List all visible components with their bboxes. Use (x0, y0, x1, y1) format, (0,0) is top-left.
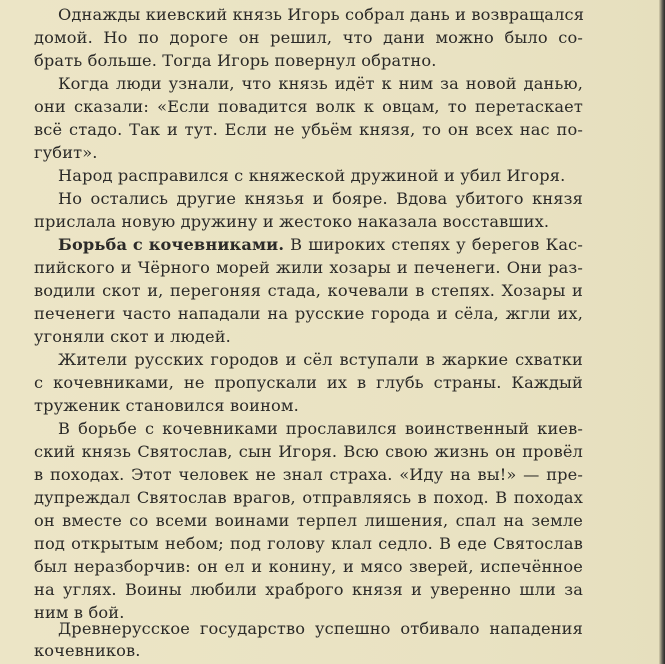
text-line: печенеги часто нападали на русские города и сёла, жгли их, (34, 304, 583, 323)
text-line: кочевников. (34, 641, 141, 660)
text-line: ним в бой. (34, 603, 125, 622)
text-line: всё стадо. Так и тут. Если не убьём князя, то он всех нас по- (34, 120, 583, 139)
text-line: пийского и Чёрного морей жили хозары и печенеги. Они раз- (34, 258, 583, 277)
text-line: Однажды киевский князь Игорь собрал дань и возвращался (58, 5, 585, 24)
page-edge-shadow (659, 0, 665, 664)
text-line-with-heading (58, 234, 583, 256)
section-heading: Борьба с кочевниками. (58, 235, 285, 254)
text-line: Когда люди узнали, что князь идёт к ним за новой данью, (58, 74, 583, 93)
text-line: В борьбе с кочевниками прославился воинственный киев- (58, 419, 583, 438)
text-line: на углях. Воины любили храброго князя и уверенно шли за (34, 580, 583, 599)
text-line: водили скот и, перегоняя стада, кочевали в степях. Хозары и (34, 281, 583, 300)
text-line: ский князь Святослав, сын Игоря. Всю свою жизнь он провёл (34, 442, 583, 461)
text-line: брать больше. Тогда Игорь повернул обратно. (34, 51, 437, 70)
text-line: Древнерусское государство успешно отбивало нападения (58, 619, 583, 638)
text-line: был неразборчив: он ел и конину, и мясо зверей, испечённое (34, 557, 583, 576)
text-line: прислала новую дружину и жестоко наказала восставших. (34, 212, 550, 231)
text-line: угоняли скот и людей. (34, 327, 231, 346)
text-line: домой. Но по дороге он решил, что дани можно было со- (34, 28, 583, 47)
text-line: с кочевниками, не пропускали их в глубь страны. Каждый (34, 373, 583, 392)
text-line: Жители русских городов и сёл вступали в жаркие схватки (58, 350, 583, 369)
text-line: губит». (34, 143, 98, 162)
text-line: под открытым небом; под голову клал седло. В еде Святослав (34, 534, 583, 553)
text-line: Народ расправился с княжеской дружиной и убил Игоря. (58, 166, 566, 185)
text-line: Но остались другие князья и бояре. Вдова убитого князя (58, 189, 583, 208)
text-line: в походах. Этот человек не знал страха. «Иду на вы!» — пре- (34, 465, 583, 484)
text-line: труженик становился воином. (34, 396, 299, 415)
text-line: они сказали: «Если повадится волк к овцам, то перетаскает (34, 97, 583, 116)
text-line: дупреждал Святослав врагов, отправляясь в поход. В походах (34, 488, 583, 507)
text-line: он вместе со всеми воинами терпел лишения, спал на земле (34, 511, 583, 530)
text-line: В широких степях у берегов Кас- (290, 235, 583, 254)
